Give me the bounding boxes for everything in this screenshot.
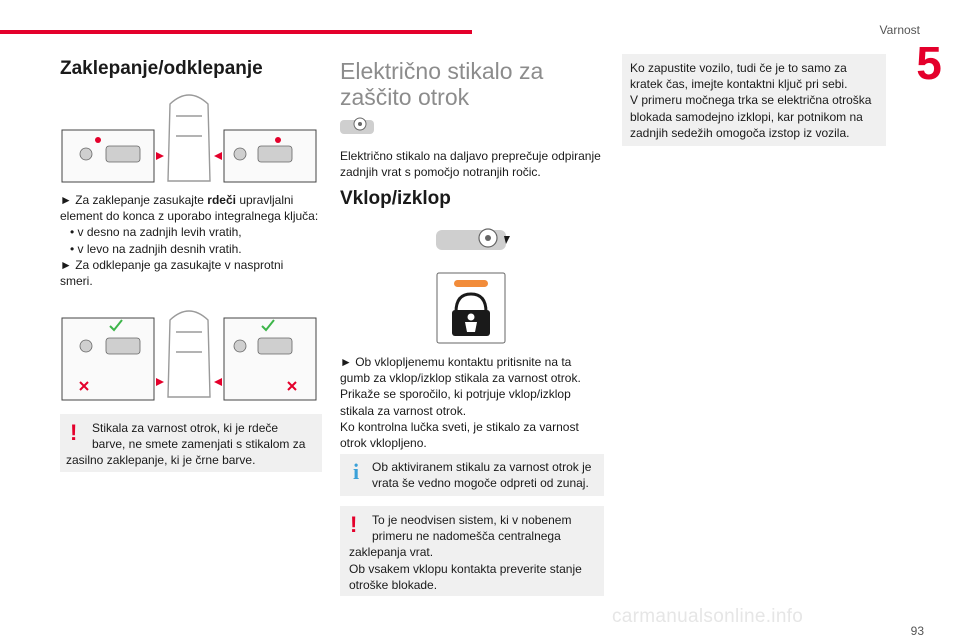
- car-top-view-icon: [168, 311, 210, 397]
- info-note: i Ob aktiviranem stikalu za varnost otrok je vrata še vedno mogoče odpreti od zunaj.: [340, 454, 604, 496]
- heading-electric-child-lock: Električno stikalo za zaščito otrok: [340, 58, 544, 110]
- heading-on-off: Vklop/izklop: [340, 188, 451, 209]
- intro-text: Električno stikalo na daljavo preprečuje odpiranje zadnjih vrat s pomočjo notranjih ročic.: [340, 149, 601, 180]
- heading-locking: Zaklepanje/odklepanje: [60, 58, 263, 79]
- child-lock-button-icon: [436, 272, 506, 344]
- illustration-locking: [60, 86, 318, 186]
- top-accent-bar: [0, 30, 472, 34]
- illustration-unlocking: [60, 302, 318, 402]
- locking-instructions: ► Za zaklepanje zasukajte rdeči upravljalni element do konca z uporabo integralnega ključa: • v desno na zadnjih levih vratih, • v levo na zadnjih desnih vratih. ► Za odklepanje ga zasukajte v nasprotni smeri.: [60, 193, 319, 289]
- warning-icon: !: [350, 512, 358, 537]
- on-off-instructions: ► Ob vklopljenemu kontaktu pritisnite na ta gumb za vklop/izklop stikala za varnost otrok. Prikaže se sporočilo, ki potrjuje vklop/izklop stikala za varnost otrok. Ko kontrolna lučka sveti, je stikalo za varnost otrok vklopljeno.: [340, 355, 581, 451]
- key-lock-detail-icon: [80, 146, 292, 162]
- steering-wheel-icon: [436, 226, 512, 256]
- warning-note-independent-system: ! To je neodvisen sistem, ki v nobenem primeru ne nadomešča centralnega zaklepanja vrat. Ob vsakem vklopu kontakta preverite stanje otroške blokade.: [340, 506, 604, 596]
- warning-icon: !: [70, 420, 78, 445]
- steering-wheel-icon: [340, 114, 374, 138]
- section-label: Varnost: [879, 23, 920, 37]
- watermark: carmanualsonline.info: [612, 606, 804, 627]
- chapter-number: 5: [916, 37, 942, 89]
- note-key-safety: Ko zapustite vozilo, tudi če je to samo za kratek čas, imejte kontaktni ključ pri sebi. V primeru močnega trka se električna otroška blokada samodejno izklopi, kar potnikom na zadnjih sedežih omogoča izstop iz vozila.: [622, 54, 886, 146]
- page-number: 93: [910, 624, 924, 638]
- car-top-view-icon: [168, 95, 210, 181]
- info-icon: i: [353, 459, 360, 484]
- warning-note-locking: ! Stikala za varnost otrok, ki je rdeče barve, ne smete zamenjati s stikalom za zasilno zaklepanje, ki je črne barve.: [60, 414, 322, 472]
